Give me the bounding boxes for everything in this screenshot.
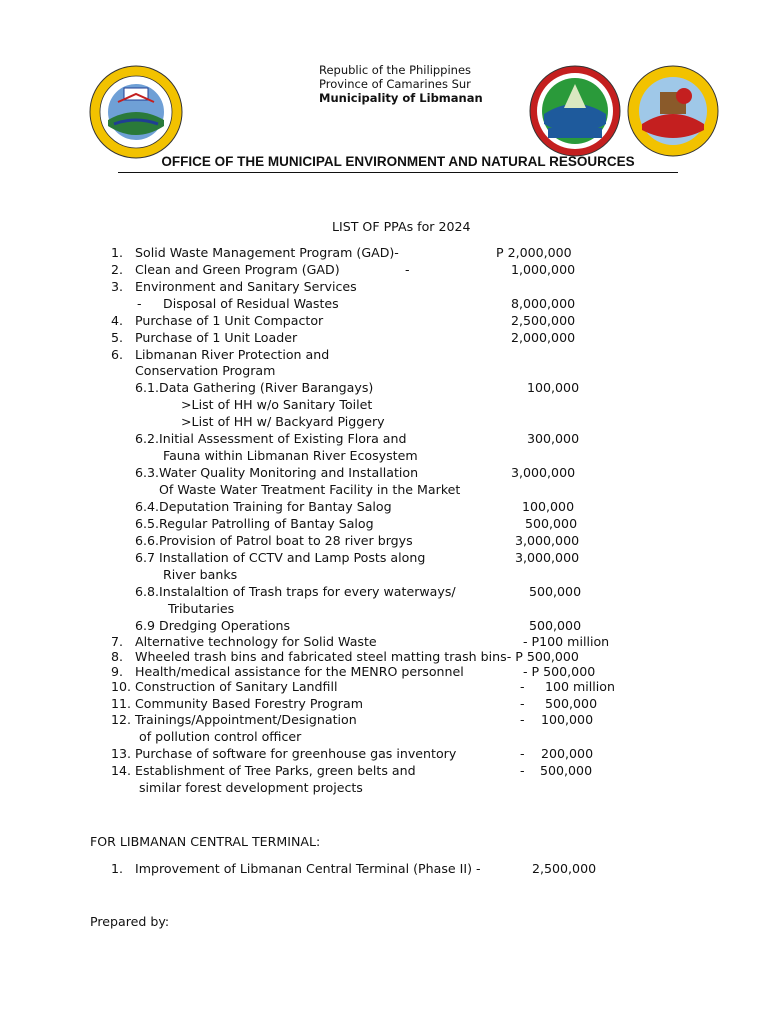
header-rule	[118, 172, 678, 173]
item-num: 3.	[111, 279, 124, 294]
item-text-cont: similar forest development projects	[139, 780, 363, 795]
item-amount: 500,000	[529, 584, 582, 599]
item-num: 10.	[111, 679, 132, 694]
header-republic: Republic of the Philippines	[319, 63, 472, 77]
item-num: 12.	[111, 712, 132, 727]
item-text: Purchase of 1 Unit Loader	[135, 330, 298, 345]
item-text: Purchase of software for greenhouse gas inventory	[135, 746, 457, 761]
item-amount: 500,000	[545, 696, 598, 711]
subitem-text-cont: Tributaries	[168, 601, 235, 616]
subitem-text: 6.9 Dredging Operations	[135, 618, 291, 633]
item-amount: 100,000	[541, 712, 594, 727]
item-num: 14.	[111, 763, 132, 778]
item-text: Establishment of Tree Parks, green belts and	[135, 763, 416, 778]
item-dash: -	[520, 746, 525, 761]
terminal-item-num: 1.	[111, 861, 124, 876]
item-amount: 2,000,000	[511, 330, 576, 345]
terminal-heading: FOR LIBMANAN CENTRAL TERMINAL:	[90, 834, 321, 849]
prepared-by: Prepared by:	[90, 914, 170, 929]
item-text-cont: Conservation Program	[135, 363, 276, 378]
header-province: Province of Camarines Sur	[319, 77, 471, 91]
subitem-text: 6.1.Data Gathering (River Barangays)	[135, 380, 374, 395]
item-dash: -	[520, 679, 525, 694]
item-num: 5.	[111, 330, 124, 345]
item-amount: 2,500,000	[511, 313, 576, 328]
item-amount: 100,000	[522, 499, 575, 514]
item-num: 2.	[111, 262, 124, 277]
item-amount: 1,000,000	[511, 262, 576, 277]
item-amount: 3,000,000	[511, 465, 576, 480]
item-num: 13.	[111, 746, 132, 761]
subitem-detail: >List of HH w/o Sanitary Toilet	[181, 397, 373, 412]
item-num: 11.	[111, 696, 132, 711]
item-amount: 100 million	[545, 679, 615, 694]
item-text-cont: of pollution control officer	[139, 729, 302, 744]
item-text: Construction of Sanitary Landfill	[135, 679, 338, 694]
list-title: LIST OF PPAs for 2024	[332, 219, 471, 234]
item-amount: 8,000,000	[511, 296, 576, 311]
subitem-text: 6.3.Water Quality Monitoring and Installation	[135, 465, 419, 480]
item-amount: 300,000	[527, 431, 580, 446]
item-amount: 500,000	[540, 763, 593, 778]
subitem-text: 6.8.Instalaltion of Trash traps for every waterways/	[135, 584, 456, 599]
item-text: Solid Waste Management Program (GAD)-	[135, 245, 399, 260]
subitem-text-cont: Fauna within Libmanan River Ecosystem	[163, 448, 418, 463]
item-text: Disposal of Residual Wastes	[163, 296, 339, 311]
terminal-item-amount: 2,500,000	[532, 861, 597, 876]
item-amount: 500,000	[529, 618, 582, 633]
header-municipality: Municipality of Libmanan	[319, 91, 483, 105]
item-dash: -	[520, 696, 525, 711]
item-text: Trainings/Appointment/Designation	[135, 712, 357, 727]
item-num: 1.	[111, 245, 124, 260]
item-text: Environment and Sanitary Services	[135, 279, 357, 294]
municipal-seal-icon	[88, 64, 184, 160]
item-text: Community Based Forestry Program	[135, 696, 363, 711]
subitem-text-cont: Of Waste Water Treatment Facility in the Market	[159, 482, 461, 497]
item-amount: 500,000	[525, 516, 578, 531]
item-num: 9.	[111, 664, 124, 679]
item-dash: -	[405, 262, 410, 277]
menro-seal-icon	[528, 64, 622, 158]
terminal-item-text: Improvement of Libmanan Central Terminal (Phase II) -	[135, 861, 481, 876]
subitem-text: 6.2.Initial Assessment of Existing Flora and	[135, 431, 407, 446]
item-num: 4.	[111, 313, 124, 328]
item-bullet: -	[137, 296, 142, 311]
item-num: 6.	[111, 347, 124, 362]
subitem-text: 6.5.Regular Patrolling of Bantay Salog	[135, 516, 374, 531]
subitem-text: 6.4.Deputation Training for Bantay Salog	[135, 499, 392, 514]
item-amount: - P 500,000	[523, 664, 596, 679]
subitem-detail: >List of HH w/ Backyard Piggery	[181, 414, 385, 429]
item-amount: - P100 million	[523, 634, 610, 649]
item-num: 8.	[111, 649, 124, 664]
item-amount: 200,000	[541, 746, 594, 761]
item-text: Purchase of 1 Unit Compactor	[135, 313, 324, 328]
item-amount: 3,000,000	[515, 550, 580, 565]
item-amount: 100,000	[527, 380, 580, 395]
item-dash: -	[520, 712, 525, 727]
item-dash: -	[520, 763, 525, 778]
subitem-text-cont: River banks	[163, 567, 238, 582]
item-text: Alternative technology for Solid Waste	[135, 634, 377, 649]
subitem-text: 6.7 Installation of CCTV and Lamp Posts along	[135, 550, 426, 565]
subitem-text: 6.6.Provision of Patrol boat to 28 river brgys	[135, 533, 413, 548]
item-num: 7.	[111, 634, 124, 649]
item-text: Health/medical assistance for the MENRO personnel	[135, 664, 464, 679]
item-amount: P 2,000,000	[496, 245, 572, 260]
item-text: Libmanan River Protection and	[135, 347, 330, 362]
item-text: Clean and Green Program (GAD)	[135, 262, 340, 277]
governance-seal-icon	[626, 64, 720, 158]
office-title: OFFICE OF THE MUNICIPAL ENVIRONMENT AND NATURAL RESOURCES	[161, 154, 635, 169]
item-text: Wheeled trash bins and fabricated steel matting trash bins- P 500,000	[135, 649, 579, 664]
item-amount: 3,000,000	[515, 533, 580, 548]
